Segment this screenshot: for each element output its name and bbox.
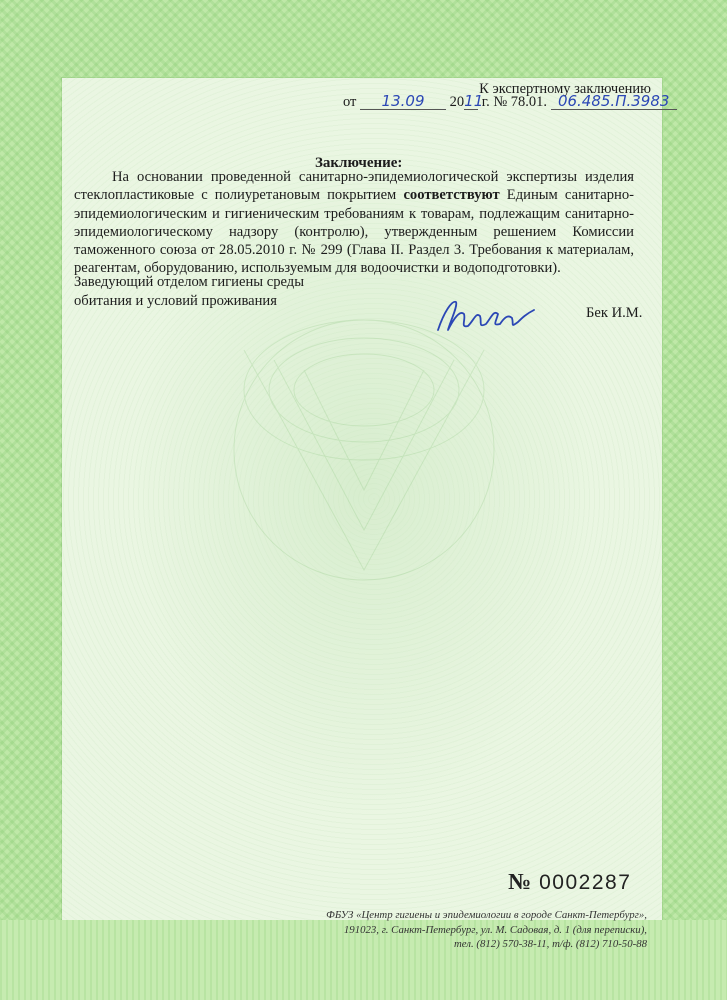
signatory-name: Бек И.М. bbox=[586, 305, 643, 321]
reference-line bbox=[343, 94, 677, 110]
form-number-value: 0002287 bbox=[539, 871, 632, 894]
handwritten-signature bbox=[430, 292, 540, 336]
issuer-line-1: ФБУЗ «Центр гигиены и эпидемиологии в городе Санкт-Петербург», bbox=[326, 909, 647, 921]
position-line-2: обитания и условий проживания bbox=[74, 293, 277, 309]
form-number bbox=[508, 869, 631, 895]
reference-number: 06.485.П.3983 bbox=[551, 94, 677, 110]
conclusion-verdict: соответствуют bbox=[403, 187, 500, 204]
conclusion-text-start: На основании проведенной санитарно-эпидемиологической экспертизы изделия стеклопластиковые с полиуретановым покрытием bbox=[74, 169, 634, 204]
issuer-block bbox=[326, 908, 647, 952]
conclusion-text-end: Единым санитарно-эпидемиологическим и гигиеническим требованиям к товарам, подлежащим санитарно-эпидемиологическому надзору (контролю), утвержденным решением Комиссии таможенного союза от 28.05.2010 г. № 299 (Глава II. Раздел 3. Требования к материалам, реагентам, оборудованию, используемым для водоочистки и водоподготовки). bbox=[74, 187, 634, 277]
issuer-line-3: тел. (812) 570-38-11, т/ф. (812) 710-50-88 bbox=[453, 938, 647, 951]
date-field: 13.09 bbox=[360, 94, 446, 110]
year-suffix: 11 bbox=[464, 92, 484, 110]
signatory-position bbox=[74, 273, 354, 311]
number-mark: № bbox=[508, 869, 532, 894]
year-prefix: 20 bbox=[449, 94, 465, 110]
appendix-label: К экспертному заключению bbox=[479, 81, 651, 97]
conclusion-title: Заключение: bbox=[315, 155, 403, 171]
from-label: от bbox=[343, 94, 357, 110]
conclusion-paragraph bbox=[74, 168, 634, 278]
position-line-1: Заведующий отделом гигиены среды bbox=[74, 274, 305, 290]
issuer-line-2: 191023, г. Санкт-Петербург, ул. М. Садовая, д. 1 (для переписки), bbox=[343, 923, 647, 936]
number-prefix: г. № 78.01. bbox=[481, 94, 548, 110]
